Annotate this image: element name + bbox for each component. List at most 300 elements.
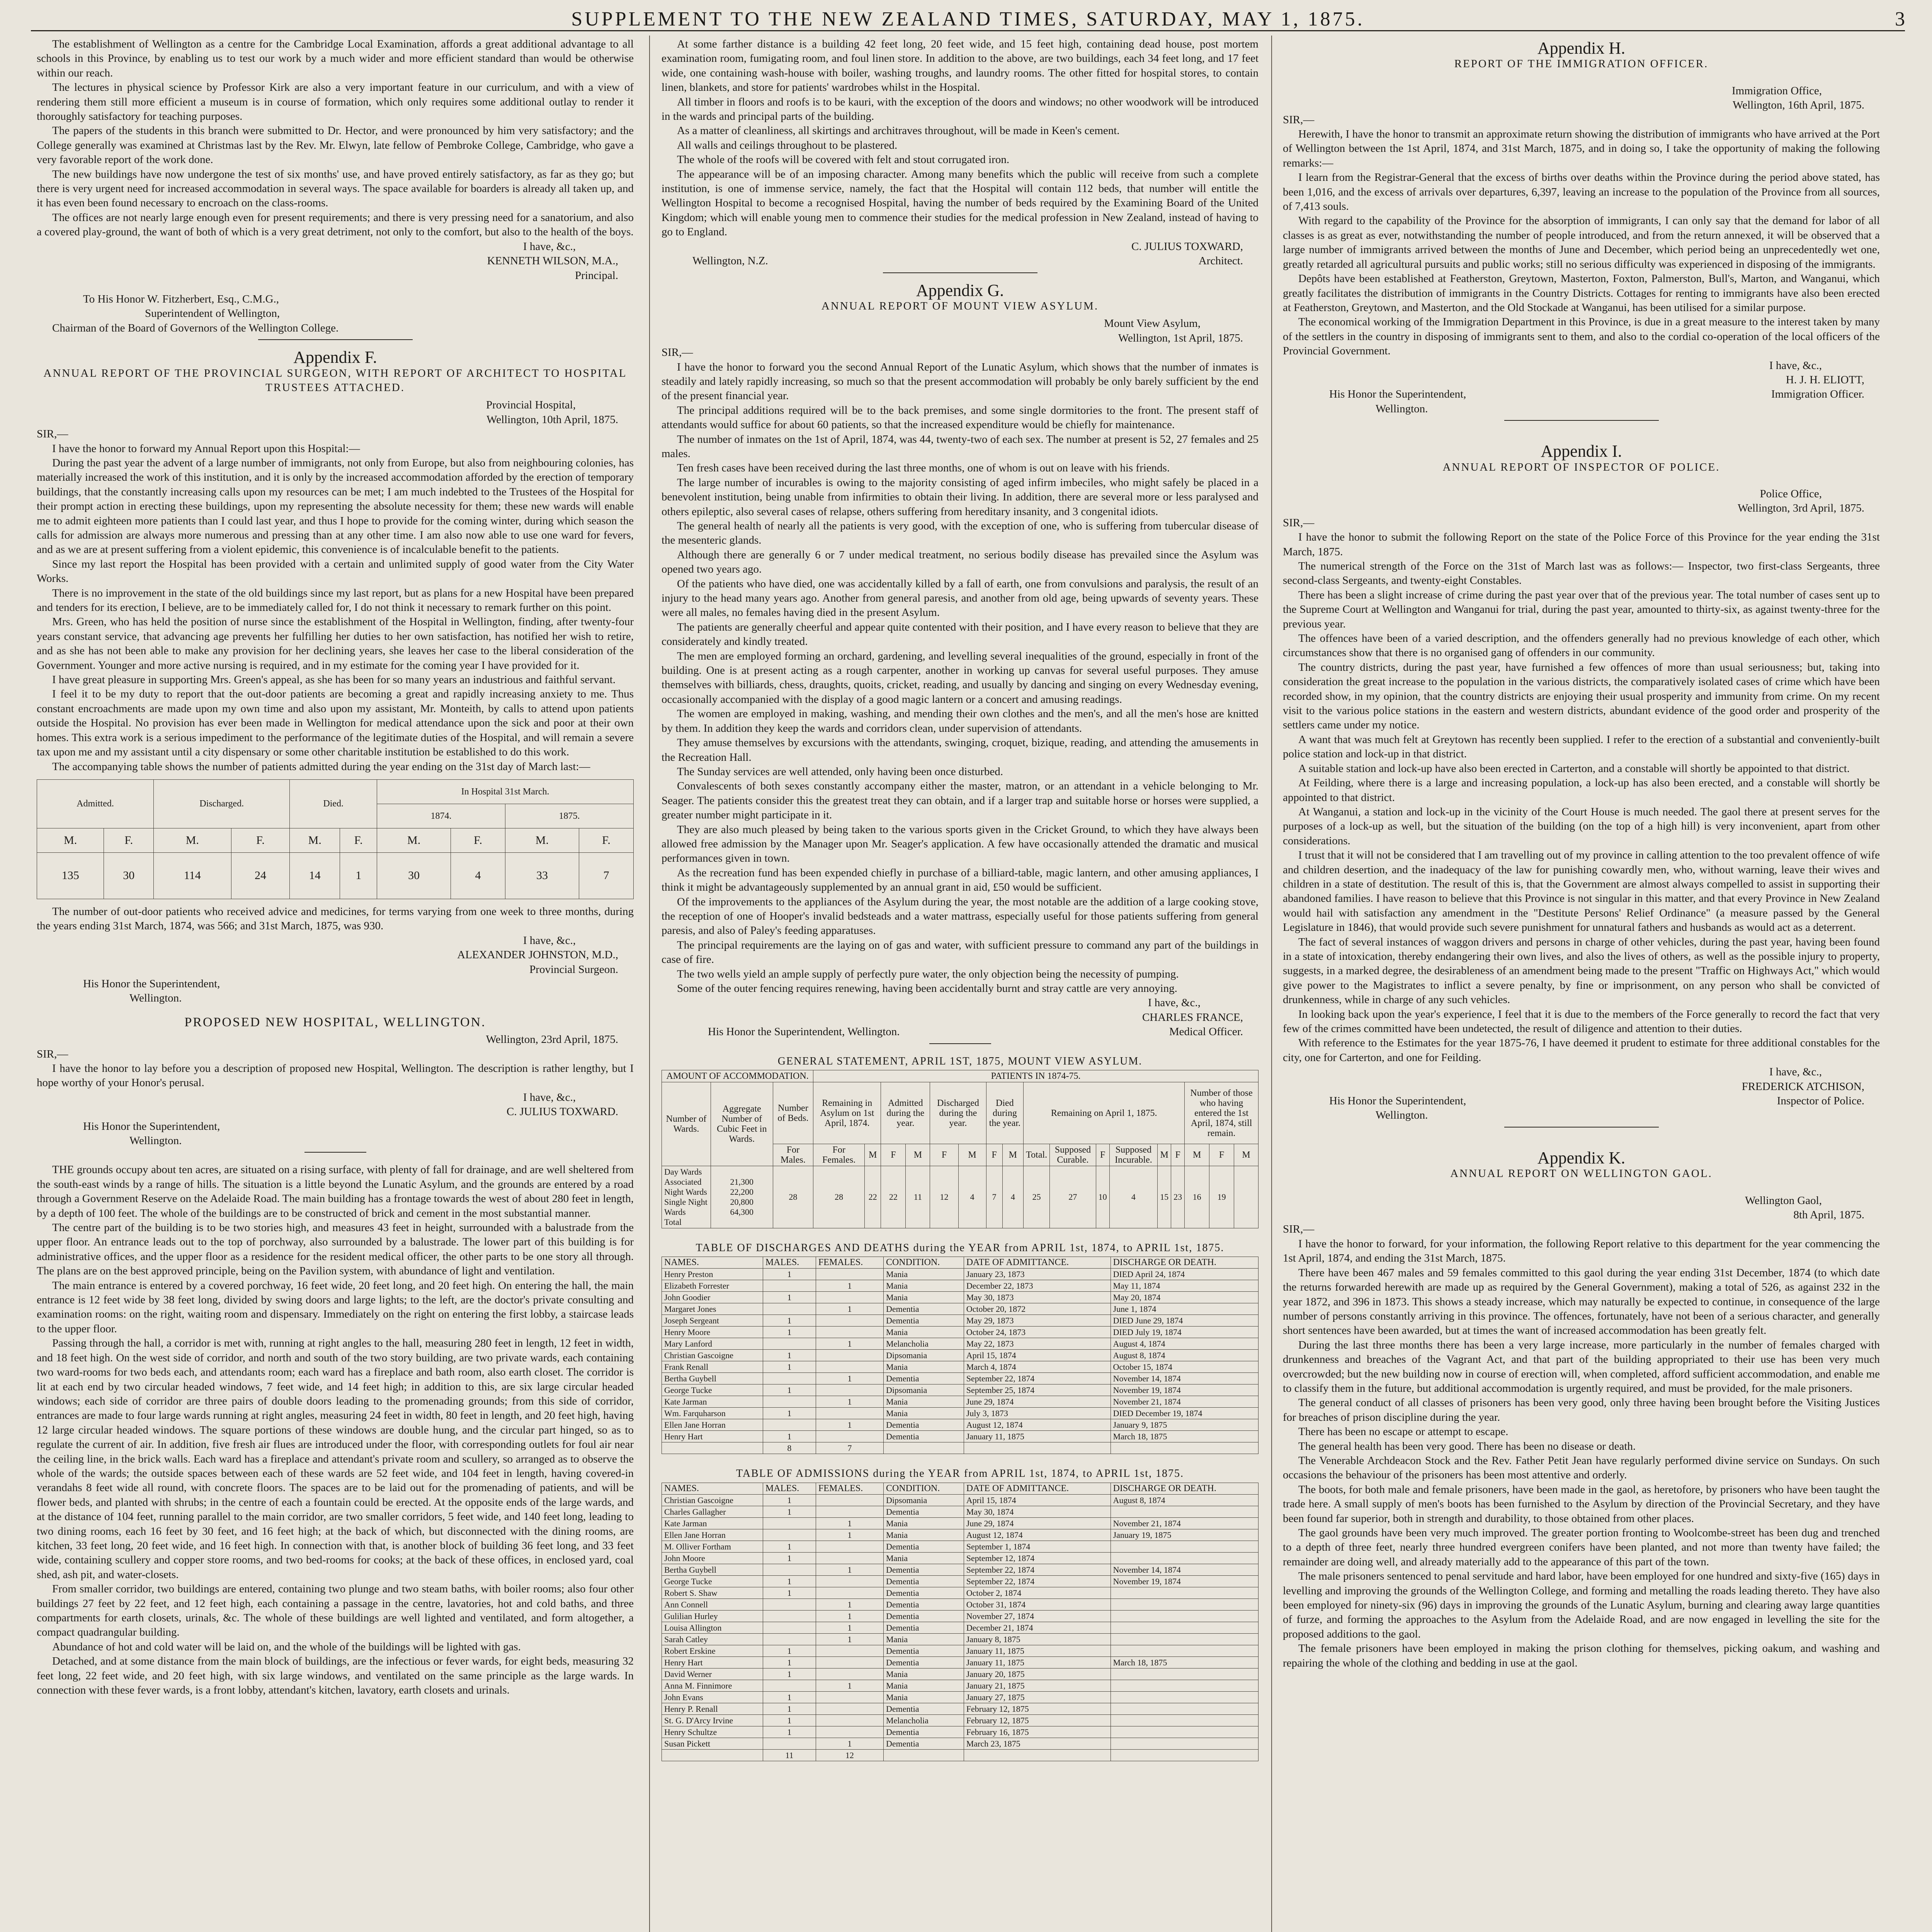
paragraph: Mrs. Green, who has held the position of nurse since the establishment of the Hospital in Wellington, finding, after twenty-four years constant service, that advancing age prevents her fulfilling her duties to her own satisfaction, has notified her wish to retire, and as she has not been able to make any provision for her declining years, she leaves her case to the liberal consideration of the Government. Younger and more active nursing is required, and in my estimate for the coming year I have provided for it. — [37, 616, 634, 672]
table-cell: January 11, 1875 — [964, 1656, 1111, 1668]
table-cell: May 11, 1874 — [1111, 1280, 1258, 1292]
table-cell — [816, 1691, 883, 1703]
closing: I have, &c., — [523, 1091, 576, 1104]
table-row — [662, 1599, 1259, 1610]
table-cell — [763, 1419, 816, 1431]
table-cell: Dementia — [883, 1610, 964, 1622]
signature-line — [1283, 1094, 1880, 1108]
table-cell: DIED June 29, 1874 — [1111, 1315, 1258, 1327]
paragraph: Although there are generally 6 or 7 under medical treatment, no serious bodily disease has prevailed since the Asylum was opened two years ago. — [662, 548, 1259, 576]
table-cell: 8 — [763, 1442, 816, 1454]
table-cell — [1111, 1680, 1258, 1691]
table-cell: June 1, 1874 — [1111, 1303, 1258, 1315]
table-cell: M. Olliver Fortham — [662, 1541, 763, 1552]
table-cell: May 29, 1873 — [964, 1315, 1111, 1327]
table-row — [662, 1656, 1259, 1668]
paragraph: I learn from the Registrar-General that the excess of births over deaths within the Province during the period above stated, has been 1,016, and the excess of arrivals over departures, 6,397, leaving an increase to the population of the Province from all sources, of 7,413 souls. — [1283, 171, 1880, 213]
table-cell — [763, 1517, 816, 1529]
row-label: Associated Night Wards — [664, 1177, 707, 1197]
table-cell: St. G. D'Arcy Irvine — [662, 1714, 763, 1726]
table-row — [662, 1361, 1259, 1373]
table-cell: 25 — [1024, 1166, 1050, 1228]
table-cell: January 27, 1875 — [964, 1691, 1111, 1703]
table-row — [662, 1587, 1259, 1599]
paragraph: The patients are generally cheerful and appear quite contented with their position, and I have every reason to believe that they are considerately and kindly treated. — [662, 621, 1259, 648]
table-cell: 1 — [816, 1517, 883, 1529]
addressee: Wellington. — [1376, 402, 1428, 415]
appendix-i-title: Appendix I. — [1541, 442, 1622, 461]
table-header: F. — [104, 828, 154, 852]
table-cell: 30 — [104, 852, 154, 899]
table-cell — [711, 1166, 773, 1228]
addressee: To His Honor W. Fitzherbert, Esq., C.M.G., — [83, 293, 279, 305]
place: Provincial Hospital, — [486, 399, 576, 412]
paragraph: From smaller corridor, two buildings are entered, containing two plunge and two steam baths, with boiler rooms; also four other buildings 27 feet by 22 feet, and 12 feet high, each containing a passage in the centre, lavatories, hot and cold baths, and three compartments for earth closets, urinals, &c. The whole of these buildings are well lighted and ventilated, and form altogether, a compact quadrangular building. — [37, 1583, 634, 1639]
place: Wellington, N.Z. — [692, 255, 768, 267]
table-cell: April 15, 1874 — [964, 1494, 1111, 1506]
table-cell: April 15, 1874 — [964, 1350, 1111, 1361]
paragraph: The two wells yield an ample supply of perfectly pure water, the only objection being the necessity of pumping. — [677, 968, 1179, 980]
table-cell: February 16, 1875 — [964, 1726, 1111, 1738]
table-cell: November 21, 1874 — [1111, 1517, 1258, 1529]
table-cell: Henry P. Renall — [662, 1703, 763, 1714]
paragraph: At Wanganui, a station and lock-up in the vicinity of the Court House is much needed. The gaol there at present serves for the purposes of a lock-up as well, but the situation of the building (on the top of a high hill) is very inconvenient, apart from other considerations. — [1283, 805, 1880, 847]
table-cell: 27 — [1050, 1166, 1096, 1228]
paragraph: During the past year the advent of a large number of immigrants, not only from Europe, but also from neighbouring colonies, has materially increased the work of this institution, and it is only by the increased accommodation afforded by the erection of temporary buildings, that the constantly increasing calls upon my resources can be met; I am much indebted to the Trustees of the Hospital for their prompt action in erecting these buildings, upon my representing the absolute necessity for them; these new wards will enable me to admit eighteen more patients than I could last year, and thus I hope to provide for the coming winter, during which season the calls for admission are always more numerous and pressing than at any other time. I am also now able to use one ward for fevers, and as we are at present suffering from a violent epidemic, this convenience is of incalculable benefit to the patients. — [37, 456, 634, 556]
table-cell: 1 — [763, 1269, 816, 1280]
table-cell: 1 — [763, 1384, 816, 1396]
table-cell: 1 — [763, 1575, 816, 1587]
table-row — [662, 1350, 1259, 1361]
table-header: M — [1185, 1144, 1209, 1166]
table-cell: Henry Preston — [662, 1269, 763, 1280]
table-cell: David Werner — [662, 1668, 763, 1680]
table-cell: January 23, 1873 — [964, 1269, 1111, 1280]
paragraph: Since my last report the Hospital has been provided with a certain and unlimited supply of good water from the City Water Works. — [37, 558, 634, 585]
table-header: DISCHARGE OR DEATH. — [1111, 1483, 1258, 1494]
discharges-table — [662, 1257, 1259, 1454]
table-cell — [1111, 1633, 1258, 1645]
table-header: PATIENTS IN 1874-75. — [813, 1070, 1259, 1082]
table-cell: Dementia — [883, 1599, 964, 1610]
table-cell: Mary Lanford — [662, 1338, 763, 1350]
table-cell: November 14, 1874 — [1111, 1373, 1258, 1384]
table-cell: January 11, 1875 — [964, 1431, 1111, 1442]
paragraph: The offices are not nearly large enough even for present requirements; and there is very pressing need for a sanatorium, and also a covered play-ground, the want of both of which is a very great detriment, not only to the comfort, but also to the health of the boys. — [37, 211, 634, 238]
table-cell: Mania — [883, 1396, 964, 1408]
signature-name: CHARLES FRANCE, — [1142, 1011, 1243, 1024]
appendix-f-heading: ANNUAL REPORT OF THE PROVINCIAL SURGEON, WITH REPORT OF ARCHITECT TO HOSPITAL TRUSTEES ATTACHED. — [43, 367, 627, 394]
table-cell: Bertha Guybell — [662, 1564, 763, 1575]
closing: I have, &c., — [1148, 997, 1201, 1009]
table-cell — [883, 1749, 964, 1761]
paragraph: Detached, and at some distance from the main block of buildings, are the infectious or fever wards, for eight beds, measuring 32 feet long, 22 feet wide, and 20 feet high, with six large windows, and ventilated on the same principle as the large wards. In connection with these fever wards, is a front lobby, attendant's kitchen, lavatory, earth closets and urinals. — [37, 1655, 634, 1697]
table-row — [662, 1506, 1259, 1517]
table-header: DATE OF ADMITTANCE. — [964, 1483, 1111, 1494]
table-cell: Mania — [883, 1269, 964, 1280]
table-header: CONDITION. — [883, 1483, 964, 1494]
appendix-g-title: Appendix G. — [916, 281, 1004, 300]
table-cell: Kate Jarman — [662, 1517, 763, 1529]
table-cell: November 21, 1874 — [1111, 1396, 1258, 1408]
signature-title: Provincial Surgeon. — [529, 963, 618, 976]
table-cell: 1 — [816, 1680, 883, 1691]
table-cell — [816, 1350, 883, 1361]
table-cell — [816, 1494, 883, 1506]
table-cell: January 9, 1875 — [1111, 1419, 1258, 1431]
paragraph: I feel it to be my duty to report that the out-door patients are becoming a great and rapidly increasing anxiety to me. Thus constant encroachments are made upon my own time and also upon my assistant, Mr. Monteith, by calls to attend upon patients outside the Hospital. No provision has ever been made in Wellington for medical attendance upon the sick and poor at their own homes. This extra work is a serious impediment to the performance of the legitimate duties of the Hospital, and will remain a severe tax upon me and my assistant until a city dispensary or some other charitable institution be established to do this work. — [37, 688, 634, 759]
table-header: 1874. — [377, 804, 505, 828]
paragraph: The country districts, during the past year, have furnished a few offences of more than usual seriousness; but, taking into consideration the great increase to the population in the various districts, the comparatively isolated cases of crime which have been recorded show, in my opinion, that the country districts are enjoying their usual prosperity and immunity from crime. On my recent visit to the various police stations in the eastern and western districts, abundant evidence of the good order and prosperity of the settlers came under my notice. — [1283, 661, 1880, 731]
paragraph: The new buildings have now undergone the test of six months' use, and have proved entirely satisfactory, as far as they go; but there is very urgent need for increased accommodation in several ways. The space available for boarders is already all taken up, and it has even been found necessary to encroach on the class-rooms. — [37, 168, 634, 209]
addressee: His Honor the Superintendent, — [83, 1120, 220, 1133]
table-cell: 4 — [958, 1166, 986, 1228]
table-cell: 28 — [813, 1166, 865, 1228]
column-rule — [649, 36, 650, 1932]
paragraph: With reference to the Estimates for the year 1875-76, I have deemed it prudent to estimate for three additional constables for the city, one for Carterton, and one for Feilding. — [1283, 1037, 1880, 1064]
table-header: Discharged. — [154, 779, 290, 828]
table-header: Admitted. — [37, 779, 154, 828]
appendix-i-heading: ANNUAL REPORT OF INSPECTOR OF POLICE. — [1442, 461, 1720, 473]
table-cell: May 30, 1873 — [964, 1292, 1111, 1303]
paragraph: The centre part of the building is to be two stories high, and measures 43 feet in height, surrounded with a balustrade from the upper floor. An entrance leads out to the top of porchway, also surrounded by a balustrade. The lower part of this building is for administrative offices, and the upper floor as a residence for the resident medical officer, the other parts to be one story all through. The plans are on the best approved principle, being on the Pavilion system, with abundance of light and ventilation. — [37, 1221, 634, 1277]
table-cell: Mania — [883, 1292, 964, 1303]
admissions-table — [662, 1483, 1259, 1761]
paragraph: With regard to the capability of the Province for the absorption of immigrants, I can only say that the demand for labor of all classes is as great as ever, notwithstanding the number of people introduced, and from the return annexed, it will be observed that a large number of immigrants arrived between the months of June and December, which period being an unprecedentedly wet one, greatly retarded all agricultural pursuits and public works; still no serious difficulty was experienced in disposing of the immigrants. — [1283, 214, 1880, 270]
table-header: Remaining on April 1, 1875. — [1024, 1082, 1185, 1144]
table-header: F — [930, 1144, 958, 1166]
paragraph: Of the improvements to the appliances of the Asylum during the year, the most notable are the addition of a large cooking stove, the reception of one of Hooper's invalid bedsteads and a water mattrass, especially useful for those patients suffering from general paresis, and also of Paley's feeding apparatuses. — [662, 895, 1259, 937]
table-cell: Dementia — [883, 1541, 964, 1552]
table-cell — [816, 1703, 883, 1714]
paragraph: The number of out-door patients who received advice and medicines, for terms varying from one week to three months, during the years ending 31st March, 1874, was 566; and 31st March, 1875, was 930. — [37, 905, 634, 932]
table-cell: Mania — [883, 1408, 964, 1419]
table-cell: Melancholia — [883, 1338, 964, 1350]
table-header: Died. — [290, 779, 377, 828]
paragraph: There is no improvement in the state of the old buildings since my last report, but as plans for a new Hospital have been prepared and tenders for its erection, I believe, are to be immediately called for, I do not think it necessary to remark further on this point. — [37, 587, 634, 614]
table-cell: March 4, 1874 — [964, 1361, 1111, 1373]
table-cell: Mania — [883, 1517, 964, 1529]
paragraph: Abundance of hot and cold water will be laid on, and the whole of the buildings will be lighted with gas. — [52, 1640, 521, 1653]
table-cell: Mania — [883, 1280, 964, 1292]
table-row — [662, 1517, 1259, 1529]
table-cell: 12 — [816, 1749, 883, 1761]
table-cell: John Evans — [662, 1691, 763, 1703]
table-cell: 1 — [816, 1564, 883, 1575]
table-cell: 1 — [763, 1703, 816, 1714]
hospital-stats-table — [37, 779, 634, 899]
table-cell: Dementia — [883, 1575, 964, 1587]
table-cell: Ellen Jane Horran — [662, 1419, 763, 1431]
table-cell: Dementia — [883, 1303, 964, 1315]
table-header: 1875. — [505, 804, 633, 828]
paragraph: In looking back upon the year's experience, I feel that it is due to the members of the Force generally to record the fact that very few of the crimes committed have been undetected, the result of diligence and attention to their duties. — [1283, 1008, 1880, 1035]
table-cell — [816, 1327, 883, 1338]
table-cell: Margaret Jones — [662, 1303, 763, 1315]
place: Police Office, — [1760, 487, 1822, 500]
table-cell: Kate Jarman — [662, 1396, 763, 1408]
table-cell: Dementia — [883, 1587, 964, 1599]
table-cell — [763, 1564, 816, 1575]
table-cell: Dementia — [883, 1656, 964, 1668]
table-cell — [1111, 1691, 1258, 1703]
table-cell: 1 — [763, 1361, 816, 1373]
table-header: DISCHARGE OR DEATH. — [1111, 1257, 1258, 1269]
table-cell: Mania — [883, 1529, 964, 1541]
table-cell: Henry Moore — [662, 1327, 763, 1338]
table-cell: 12 — [930, 1166, 958, 1228]
table-header: NAMES. — [662, 1257, 763, 1269]
table-cell: Mania — [883, 1633, 964, 1645]
appendix-h-heading: REPORT OF THE IMMIGRATION OFFICER. — [1454, 58, 1709, 70]
table-cell — [763, 1529, 816, 1541]
addressee: His Honor the Superintendent, — [83, 977, 220, 990]
table-row — [662, 1408, 1259, 1419]
table-cell: Gulilian Hurley — [662, 1610, 763, 1622]
table-row — [662, 1280, 1259, 1292]
table-cell: 7 — [816, 1442, 883, 1454]
table-header: DATE OF ADMITTANCE. — [964, 1257, 1111, 1269]
table-cell: 1 — [763, 1552, 816, 1564]
paragraph: Depôts have been established at Featherston, Greytown, Masterton, Foxton, Palmerston, Bull's, Marton, and Wanganui, which greatly facilitates the distribution of immigrants in the Country Districts. Cottages for renting to immigrants have also been erected at Featherston, Greytown, and Masterton, and the Old Stockade at Wanganui, has been utilised for a similar purpose. — [1283, 272, 1880, 314]
paragraph: Some of the outer fencing requires renewing, having been accidentally burnt and stray cattle are very annoying. — [677, 982, 1177, 995]
paragraph: Of the patients who have died, one was accidentally killed by a fall of earth, one from convulsions and paralysis, the result of an injury to the head many years ago. Another from general paresis, and another from old age, being upwards of seventy years. These were all males, no females having died in the present Asylum. — [662, 577, 1259, 619]
table-cell — [763, 1622, 816, 1633]
table-cell: 1 — [816, 1599, 883, 1610]
table-cell: September 22, 1874 — [964, 1575, 1111, 1587]
table-cell: 1 — [763, 1541, 816, 1552]
table-cell: 1 — [816, 1622, 883, 1633]
table-cell: Dementia — [883, 1431, 964, 1442]
table-cell: 1 — [763, 1431, 816, 1442]
table-cell: February 12, 1875 — [964, 1703, 1111, 1714]
table-cell: Mania — [883, 1552, 964, 1564]
paragraph: The numerical strength of the Force on the 31st of March last was as follows:— Inspector, two first-class Sergeants, three second-class Sergeants, and twenty-eight Constables. — [1283, 560, 1880, 587]
table-cell: July 3, 1873 — [964, 1408, 1111, 1419]
signature-line — [662, 254, 1259, 268]
table-row — [662, 1668, 1259, 1680]
closing: I have, &c., — [523, 934, 576, 947]
signature-title: Inspector of Police. — [1777, 1095, 1864, 1107]
table-cell — [816, 1269, 883, 1280]
table-cell: January 19, 1875 — [1111, 1529, 1258, 1541]
table-cell: 1 — [816, 1396, 883, 1408]
paragraph: The boots, for both male and female prisoners, have been made in the gaol, as heretofore, by prisoners who have been taught the trade here. A small supply of men's boots has been furnished to the Asylum by direction of the Provincial Secretary, and they have been found far superior, both in strength and durability, to those obtained from other places. — [1283, 1483, 1880, 1525]
table-cell: 7 — [986, 1166, 1002, 1228]
paragraph: The offences have been of a varied description, and the offenders generally had no previous knowledge of each other, which circumstances show that there is no organised gang of offenders in our community. — [1283, 632, 1880, 659]
paragraph: I trust that it will not be considered that I am travelling out of my province in calling attention to the too prevalent offence of wife and children desertion, and the inadequacy of the law for punishing cowardly men, who, without warning, leave their wives and children in a state of destitution. The result of this is, that the Government are almost always compelled to assist in supporting their abandoned families. I have reason to believe that this Province is not singular in this matter, and that every Province in New Zealand would hail with satisfaction any amendment in the "Destitute Persons' Relief Ordinance" (a measure passed by the General Legislature in 1846), that would provide such severe punishment for unnatural fathers and husbands as would act as a deterrent. — [1283, 849, 1880, 934]
table-header: NAMES. — [662, 1483, 763, 1494]
date: Wellington, 10th April, 1875. — [486, 413, 618, 426]
signature-title: Architect. — [1198, 255, 1243, 267]
table-row — [662, 1726, 1259, 1738]
table-header: M — [865, 1144, 881, 1166]
table-cell — [1111, 1587, 1258, 1599]
table-cell: 1 — [816, 1610, 883, 1622]
table-cell: John Goodier — [662, 1292, 763, 1303]
table-cell: 1 — [816, 1280, 883, 1292]
signature-name: KENNETH WILSON, M.A., — [487, 255, 618, 267]
table-cell: 23 — [1171, 1166, 1185, 1228]
table-header: Aggregate Number of Cubic Feet in Wards. — [711, 1082, 773, 1166]
table-cell: October 15, 1874 — [1111, 1361, 1258, 1373]
table-cell: Ellen Jane Horran — [662, 1529, 763, 1541]
date: Wellington, 23rd April, 1875. — [486, 1033, 618, 1046]
paragraph: The accompanying table shows the number of patients admitted during the year ending on the 31st day of March last:— — [52, 760, 590, 773]
table-cell: January 20, 1875 — [964, 1668, 1111, 1680]
table-cell: Dementia — [883, 1419, 964, 1431]
paragraph: The Venerable Archdeacon Stock and the Rev. Father Petit Jean have regularly performed divine service on Sundays. On such occasions the behaviour of the prisoners has been most attentive and orderly. — [1283, 1454, 1880, 1481]
table-header: M. — [505, 828, 579, 852]
table-cell: November 19, 1874 — [1111, 1384, 1258, 1396]
table-cell: November 14, 1874 — [1111, 1564, 1258, 1575]
appendix-f-title: Appendix F. — [293, 348, 377, 367]
table-cell: 11 — [906, 1166, 930, 1228]
table-cell: 16 — [1185, 1166, 1209, 1228]
proposed-hospital-title: PROPOSED NEW HOSPITAL, WELLINGTON. — [184, 1015, 486, 1029]
table-cell: June 29, 1874 — [964, 1396, 1111, 1408]
cell-value: 21,300 — [730, 1177, 754, 1187]
signature-name: H. J. H. ELIOTT, — [1786, 373, 1864, 386]
table-cell — [1111, 1506, 1258, 1517]
table-cell: January 21, 1875 — [964, 1680, 1111, 1691]
table-header: F. — [579, 828, 633, 852]
table-cell: 1 — [816, 1338, 883, 1350]
table-header: MALES. — [763, 1483, 816, 1494]
table-header: Supposed Curable. — [1050, 1144, 1096, 1166]
table-cell: 1 — [763, 1668, 816, 1680]
table-header: Total. — [1024, 1144, 1050, 1166]
table-header: Number of those who having entered the 1st April, 1874, still remain. — [1185, 1082, 1259, 1144]
table-cell: November 19, 1874 — [1111, 1575, 1258, 1587]
table-header: Admitted during the year. — [881, 1082, 930, 1144]
signature-title: Principal. — [575, 269, 618, 282]
salutation: SIR,— — [37, 428, 68, 440]
table-cell: Dementia — [883, 1622, 964, 1633]
paragraph: The lectures in physical science by Professor Kirk are also a very important feature in our curriculum, and with a view of rendering them still more efficient a museum is in course of formation, which only requires some additional outlay to render it thoroughly satisfactory for teaching purposes. — [37, 81, 634, 123]
addressee: Wellington. — [129, 1134, 182, 1147]
general-statement-title: GENERAL STATEMENT, APRIL 1ST, 1875, MOUNT VIEW ASYLUM. — [777, 1055, 1143, 1067]
table-cell: 33 — [505, 852, 579, 899]
table-cell: 22 — [865, 1166, 881, 1228]
table-header: F — [986, 1144, 1002, 1166]
paragraph: There have been 467 males and 59 females committed to this gaol during the year ending 31st December, 1874 (to which date the returns forwarded herewith are made up as required by the General Government), making a total of 526, as against 232 in the year 1872, and 396 in 1873. This shows a steady increase, which may naturally be expected to continue, in consequence of the large number of persons constantly arriving in this province. The offences, fortunately, have not been of a serious character, and generally short sentences have been awarded, but at times the want of increased accommodation has been greatly felt. — [1283, 1266, 1880, 1337]
column-3 — [1283, 37, 1880, 1932]
date: 8th April, 1875. — [1793, 1209, 1864, 1221]
totals-row — [662, 1749, 1259, 1761]
signature-line — [662, 1025, 1259, 1039]
table-cell: 1 — [816, 1303, 883, 1315]
paragraph: The large number of incurables is owing to the majority consisting of aged infirm imbeciles, who might safely be placed in a benevolent institution, being unable from infirmities to obtain their living. In addition, there are several more or less paralysed and others epileptic, also several cases of relapse, others suffering from hereditary insanity, and 3 congenital idiots. — [662, 476, 1259, 518]
table-cell: 30 — [377, 852, 451, 899]
paragraph: At some farther distance is a building 42 feet long, 20 feet wide, and 15 feet high, containing dead house, post mortem examination room, fumigating room, and foul linen store. In addition to the above, are two buildings, each 34 feet long, and 17 feet wide, one containing wash-house with boiler, washing troughs, and laundry rooms. The other fitted for hospital stores, to contain linen, blankets, and store for patients' wardrobes whilst in the Hospital. — [662, 38, 1259, 94]
table-cell — [662, 1442, 763, 1454]
table-cell: September 1, 1874 — [964, 1541, 1111, 1552]
general-statement-table — [662, 1070, 1259, 1228]
place: Immigration Office, — [1731, 84, 1822, 97]
table-cell: Dementia — [883, 1564, 964, 1575]
paragraph: They amuse themselves by excursions with the attendants, swinging, croquet, bizique, reading, and attending the amusements in the Recreation Hall. — [662, 736, 1259, 764]
table-cell — [763, 1738, 816, 1749]
table-cell: 1 — [816, 1419, 883, 1431]
paragraph: Convalescents of both sexes constantly accompany either the master, matron, or an attendant in a vehicle belonging to Mr. Seager. The patients consider this the greatest treat they can obtain, and if a larger trap and suitable horse or horses were supplied, a greater number might participate in it. — [662, 780, 1259, 821]
table-cell: February 12, 1875 — [964, 1714, 1111, 1726]
table-cell — [1111, 1541, 1258, 1552]
paragraph: The appearance will be of an imposing character. Among many benefits which the public will receive from such a complete institution, is one of immense service, namely, the fact that the Hospital will contain 112 beds, that number will entitle the Wellington Hospital to become a recognised Hospital, having the number of beds required by the Examining Board of the United Kingdom; which will enable young men to commence their studies for the medical profession in New Zealand, instead of having to go to England. — [662, 168, 1259, 238]
table-cell — [763, 1373, 816, 1384]
place: Wellington Gaol, — [1745, 1194, 1822, 1207]
table-cell — [1111, 1599, 1258, 1610]
table-cell — [662, 1166, 711, 1228]
paragraph: The fact of several instances of waggon drivers and persons in charge of other vehicles, during the past year, having been found in a state of intoxication, thereby endangering their own lives, and also the lives of others, as well as the possible injury to property, suggests, in a marked degree, the desirableness of an amendment being made to the present "Traffic on Highways Act," which would give power to the Magistrates to inflict a severe penalty, by fine or imprisonment, on any person who shall be convicted of drunkenness, while in charge of any such vehicles. — [1283, 935, 1880, 1006]
table-header: AMOUNT OF ACCOMMODATION. — [662, 1070, 813, 1082]
table-cell: Dementia — [883, 1703, 964, 1714]
table-cell: Ann Connell — [662, 1599, 763, 1610]
table-row — [662, 1633, 1259, 1645]
appendix-h-title: Appendix H. — [1537, 39, 1626, 58]
table-cell: 10 — [1096, 1166, 1109, 1228]
table-cell: November 27, 1874 — [964, 1610, 1111, 1622]
table-cell: 1 — [816, 1529, 883, 1541]
table-cell: Elizabeth Forrester — [662, 1280, 763, 1292]
table-cell: 1 — [763, 1350, 816, 1361]
table-cell: January 11, 1875 — [964, 1645, 1111, 1656]
table-cell — [1111, 1610, 1258, 1622]
table-cell — [763, 1633, 816, 1645]
table-cell: October 24, 1873 — [964, 1327, 1111, 1338]
table-cell: Dementia — [883, 1315, 964, 1327]
table-cell: 1 — [816, 1738, 883, 1749]
table-cell: Henry Schultze — [662, 1726, 763, 1738]
date: Wellington, 16th April, 1875. — [1733, 99, 1864, 112]
table-cell: Mania — [883, 1361, 964, 1373]
divider — [258, 339, 413, 340]
table-cell — [1111, 1749, 1258, 1761]
table-cell: December 22, 1873 — [964, 1280, 1111, 1292]
table-cell — [964, 1442, 1111, 1454]
table-cell: 1 — [340, 852, 377, 899]
table-header: Number of Beds. — [773, 1082, 813, 1144]
table-cell: Bertha Guybell — [662, 1373, 763, 1384]
table-cell: October 2, 1874 — [964, 1587, 1111, 1599]
cell-value: 22,200 — [730, 1187, 754, 1197]
table-cell — [763, 1303, 816, 1315]
date: Wellington, 1st April, 1875. — [1118, 332, 1243, 344]
table-row — [662, 1691, 1259, 1703]
table-cell: 1 — [763, 1408, 816, 1419]
page-header — [31, 7, 1905, 31]
table-cell: August 12, 1874 — [964, 1529, 1111, 1541]
table-row — [662, 1419, 1259, 1431]
closing: I have, &c., — [1769, 359, 1822, 372]
table-row — [662, 1703, 1259, 1714]
addressee: Wellington. — [1376, 1109, 1428, 1122]
table-cell: 1 — [816, 1373, 883, 1384]
table-row — [662, 1564, 1259, 1575]
table-cell: 1 — [763, 1714, 816, 1726]
addressee: Superintendent of Wellington, — [145, 307, 280, 320]
salutation: SIR,— — [37, 1048, 68, 1060]
salutation: SIR,— — [1283, 1223, 1315, 1236]
table-header: CONDITION. — [883, 1257, 964, 1269]
paragraph: There has been no escape or attempt to escape. — [1298, 1425, 1509, 1438]
paragraph: THE grounds occupy about ten acres, are situated on a rising surface, with plenty of fall for drainage, and are well sheltered from the south-east winds by a range of hills. The situation is a little beyond the Lunatic Asylum, and the grounds are entered by a road through a Government Reserve on the Adelaide Road. The main building has a frontage towards the west of about 280 feet in length, by a depth of 100 feet. The whole of the buildings are to be constructed of brick and cement in the most substantial manner. — [37, 1163, 634, 1219]
table-header: Discharged during the year. — [930, 1082, 986, 1144]
table-row — [662, 1714, 1259, 1726]
table-cell — [816, 1668, 883, 1680]
column-2 — [662, 37, 1259, 1932]
paragraph: I have the honor to forward, for your information, the following Report relative to this department for the year commencing the 1st April, 1874, and ending the 31st March, 1875. — [1283, 1237, 1880, 1265]
